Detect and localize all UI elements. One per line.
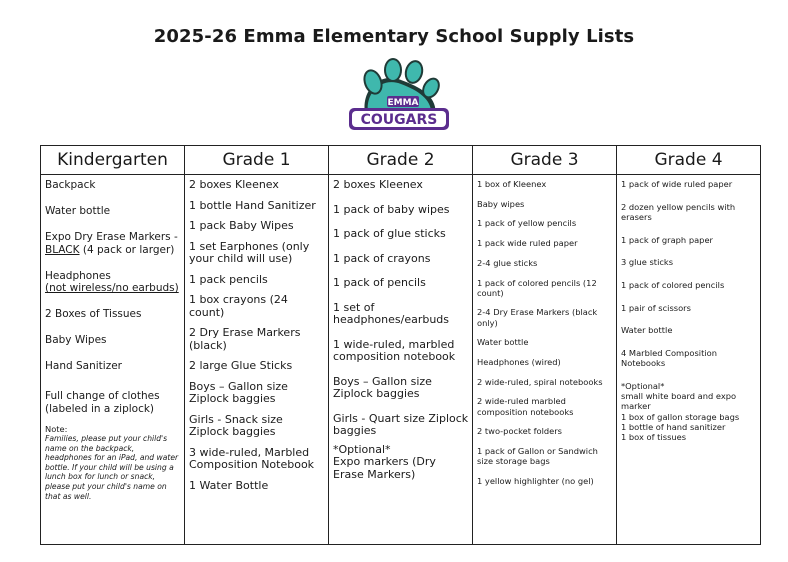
supply-item: 1 set Earphones (only your child will use) — [189, 239, 310, 265]
supply-list-table — [40, 145, 761, 545]
supply-item: 2-4 glue sticks — [477, 257, 538, 268]
supply-item: 1 pack of baby wipes — [333, 202, 450, 216]
grade-4-supply-list — [617, 175, 761, 545]
grade-header-grade-4: Grade 4 — [617, 146, 761, 175]
supply-item: Headphones (wired) — [477, 357, 561, 368]
supply-item: 2 Dry Erase Markers (black) — [189, 326, 301, 352]
supply-item: 1 pack of glue sticks — [333, 227, 446, 240]
supply-item: 1 pack of graph paper — [621, 234, 713, 245]
supply-item: Girls - Quart size Ziplock baggies — [333, 411, 469, 437]
grade-header-row — [41, 146, 761, 175]
supply-item: 2 boxes Kleenex — [333, 178, 423, 191]
grade-header-grade-2: Grade 2 — [329, 146, 473, 175]
grade-header-kindergarten: Kindergarten — [41, 146, 185, 175]
supply-item: 3 wide-ruled, Marbled Composition Notebook — [189, 445, 315, 471]
supply-item: 2 dozen yellow pencils with erasers — [621, 201, 736, 222]
supply-item: 1 pack of colored pencils — [621, 280, 725, 291]
supply-item: 1 pack of Gallon or Sandwich size storage bags — [477, 446, 598, 467]
supply-item: 1 pack pencils — [189, 272, 268, 286]
logo-top-text: EMMA — [387, 98, 419, 108]
grade-header-grade-1: Grade 1 — [185, 146, 329, 175]
supply-item: Boys – Gallon size Ziplock baggies — [189, 379, 288, 405]
supply-item: Girls - Snack size Ziplock baggies — [189, 412, 283, 438]
supply-item: 1 pack of colored pencils (12 count) — [477, 277, 597, 298]
supply-item: 2-4 Dry Erase Markers (black only) — [477, 307, 598, 328]
underlined-text: (not wireless/no earbuds) — [45, 282, 179, 294]
supply-item: 1 bottle Hand Sanitizer — [189, 198, 316, 212]
supply-item: Water bottle — [477, 337, 529, 348]
supply-item: 1 pack Baby Wipes — [189, 219, 294, 232]
grade-header-grade-3: Grade 3 — [473, 146, 617, 175]
supply-item: Backpack — [45, 179, 96, 191]
supply-item: Water bottle — [621, 325, 673, 336]
supply-item: 1 wide-ruled, marbled composition notebook — [333, 337, 456, 363]
emma-cougars-logo — [343, 58, 455, 140]
supply-item: Expo Dry Erase Markers -BLACK (4 pack or larger) — [45, 231, 178, 256]
grade-3-supply-list — [473, 175, 617, 545]
supply-item: 1 pair of scissors — [621, 302, 691, 313]
grade-1-supply-list — [185, 175, 329, 545]
supply-item: Full change of clothes (labeled in a ziplock) — [45, 390, 160, 415]
supply-item: 1 box of Kleenex — [477, 179, 547, 189]
supply-item: 2 wide-ruled, spiral notebooks — [477, 376, 603, 387]
kindergarten-note-text: Families, please put your child's name on the backpack, headphones for an iPad, and water bottle. If your child will be using a lunch box for lunch or snack, please put your child's name on that as well. — [45, 434, 179, 501]
supply-item: Boys – Gallon size Ziplock baggies — [333, 374, 432, 400]
supply-item: 2 boxes Kleenex — [189, 178, 279, 191]
supply-item: Baby wipes — [477, 198, 525, 209]
supply-item: 1 box crayons (24 count) — [189, 293, 288, 319]
supply-item: 1 yellow highlighter (no gel) — [477, 475, 594, 486]
supply-item: 3 glue sticks — [621, 257, 674, 268]
supply-item: 2 wide-ruled marbled composition notebooks — [477, 396, 574, 417]
supply-item: *Optional* small white board and expo marker 1 box of gallon storage bags 1 bottle of hand sanitizer 1 box of tissues — [621, 381, 740, 443]
logo-bottom-text: COUGARS — [360, 112, 438, 128]
page-title: 2025-26 Emma Elementary School Supply Lists — [153, 26, 635, 47]
supply-items-row — [41, 175, 761, 545]
supply-item: *Optional* Expo markers (Dry Erase Markers) — [333, 442, 436, 481]
kindergarten-note-label: Note: — [45, 424, 68, 434]
supply-item: 1 pack of yellow pencils — [477, 218, 577, 229]
supply-item: 1 set of headphones/earbuds — [333, 300, 450, 326]
grade-2-supply-list — [329, 175, 473, 545]
supply-item: 2 large Glue Sticks — [189, 359, 293, 372]
supply-item: 4 Marbled Composition Notebooks — [621, 348, 717, 369]
supply-item: Headphones (not wireless/no earbuds) — [45, 269, 179, 294]
supply-item: Baby Wipes — [45, 334, 107, 346]
supply-item: 1 pack wide ruled paper — [477, 238, 578, 249]
supply-item: 1 pack of crayons — [333, 251, 431, 265]
supply-item: 1 pack of pencils — [333, 276, 426, 289]
supply-item: 2 two-pocket folders — [477, 426, 562, 437]
supply-item: 1 Water Bottle — [189, 478, 269, 492]
supply-item: Hand Sanitizer — [45, 360, 122, 372]
underlined-text: BLACK — [45, 243, 80, 256]
supply-item: 2 Boxes of Tissues — [45, 308, 142, 320]
supply-item: 1 pack of wide ruled paper — [621, 179, 733, 189]
supply-item: Water bottle — [45, 205, 111, 217]
kindergarten-supply-list — [41, 175, 185, 545]
